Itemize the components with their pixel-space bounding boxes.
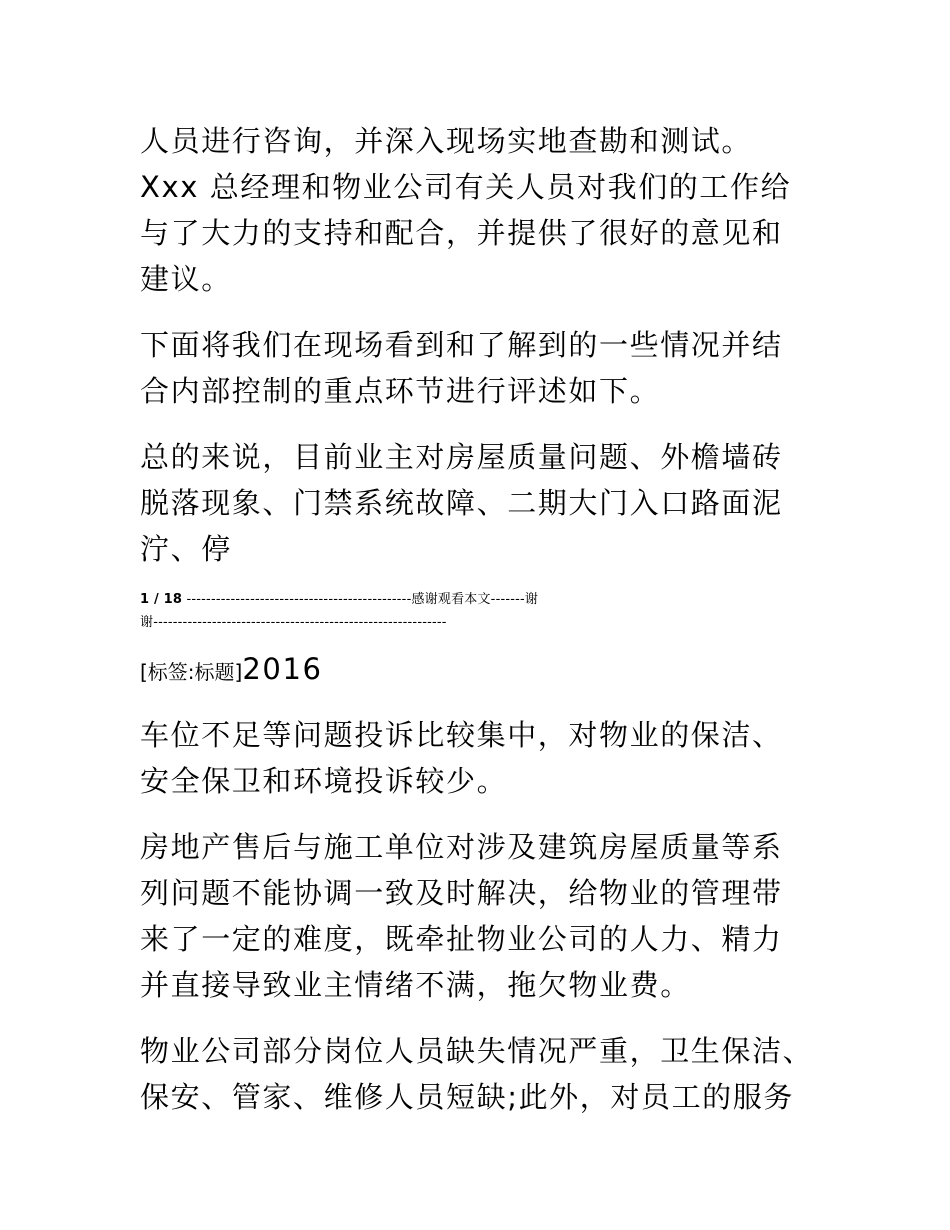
- paragraph-2-line-2: 合内部控制的重点环节进行评述如下。: [140, 374, 661, 408]
- paragraph-5-line-4: 并直接导致业主情绪不满，拖欠物业费。: [140, 968, 691, 1002]
- paragraph-1-line-3: 与了大力的支持和配合，并提供了很好的意见和: [140, 216, 783, 250]
- tag-year: 2016: [242, 652, 323, 686]
- paragraph-5-line-2: 列问题不能协调一致及时解决，给物业的管理带: [140, 876, 783, 910]
- footer-thanks-end-1: 谢: [524, 592, 539, 607]
- paragraph-4-line-1: 车位不足等问题投诉比较集中，对物业的保洁、: [140, 718, 783, 752]
- footer-thanks-text: 感谢观看本文: [411, 592, 491, 607]
- footer-dashes-mid: -------: [490, 592, 525, 607]
- tag-line: [140, 652, 323, 686]
- paragraph-2-line-1: 下面将我们在现场看到和了解到的一些情况并结: [140, 328, 783, 362]
- footer-thanks-end-2: 谢: [140, 615, 154, 630]
- paragraph-1-line-1: 人员进行咨询，并深入现场实地查勘和测试。: [140, 124, 753, 158]
- paragraph-6-line-1: 物业公司部分岗位人员缺失情况严重，卫生保洁、: [140, 1034, 814, 1068]
- page-footer-line-2: [140, 616, 447, 629]
- paragraph-1-line-4: 建议。: [140, 262, 232, 296]
- footer-dashes-left: ----------------------------------------------: [186, 592, 412, 607]
- paragraph-3-line-2: 脱落现象、门禁系统故障、二期大门入口路面泥: [140, 486, 783, 520]
- footer-dashes-line-2: ------------------------------------------------------------: [153, 615, 447, 630]
- paragraph-5-line-3: 来了一定的难度，既牵扯物业公司的人力、精力: [140, 922, 783, 956]
- page-footer: [140, 593, 538, 606]
- paragraph-6-line-2: 保安、管家、维修人员短缺;此外，对员工的服务: [140, 1080, 794, 1114]
- page-number: 1 / 18: [140, 592, 183, 607]
- paragraph-3-line-1: 总的来说，目前业主对房屋质量问题、外檐墙砖: [140, 440, 783, 474]
- tag-label: [标签:标题]: [140, 660, 243, 684]
- paragraph-4-line-2: 安全保卫和环境投诉较少。: [140, 764, 508, 798]
- paragraph-3-line-3: 泞、停: [140, 532, 232, 566]
- paragraph-1-line-2: Xxx 总经理和物业公司有关人员对我们的工作给: [140, 170, 792, 204]
- paragraph-5-line-1: 房地产售后与施工单位对涉及建筑房屋质量等系: [140, 830, 783, 864]
